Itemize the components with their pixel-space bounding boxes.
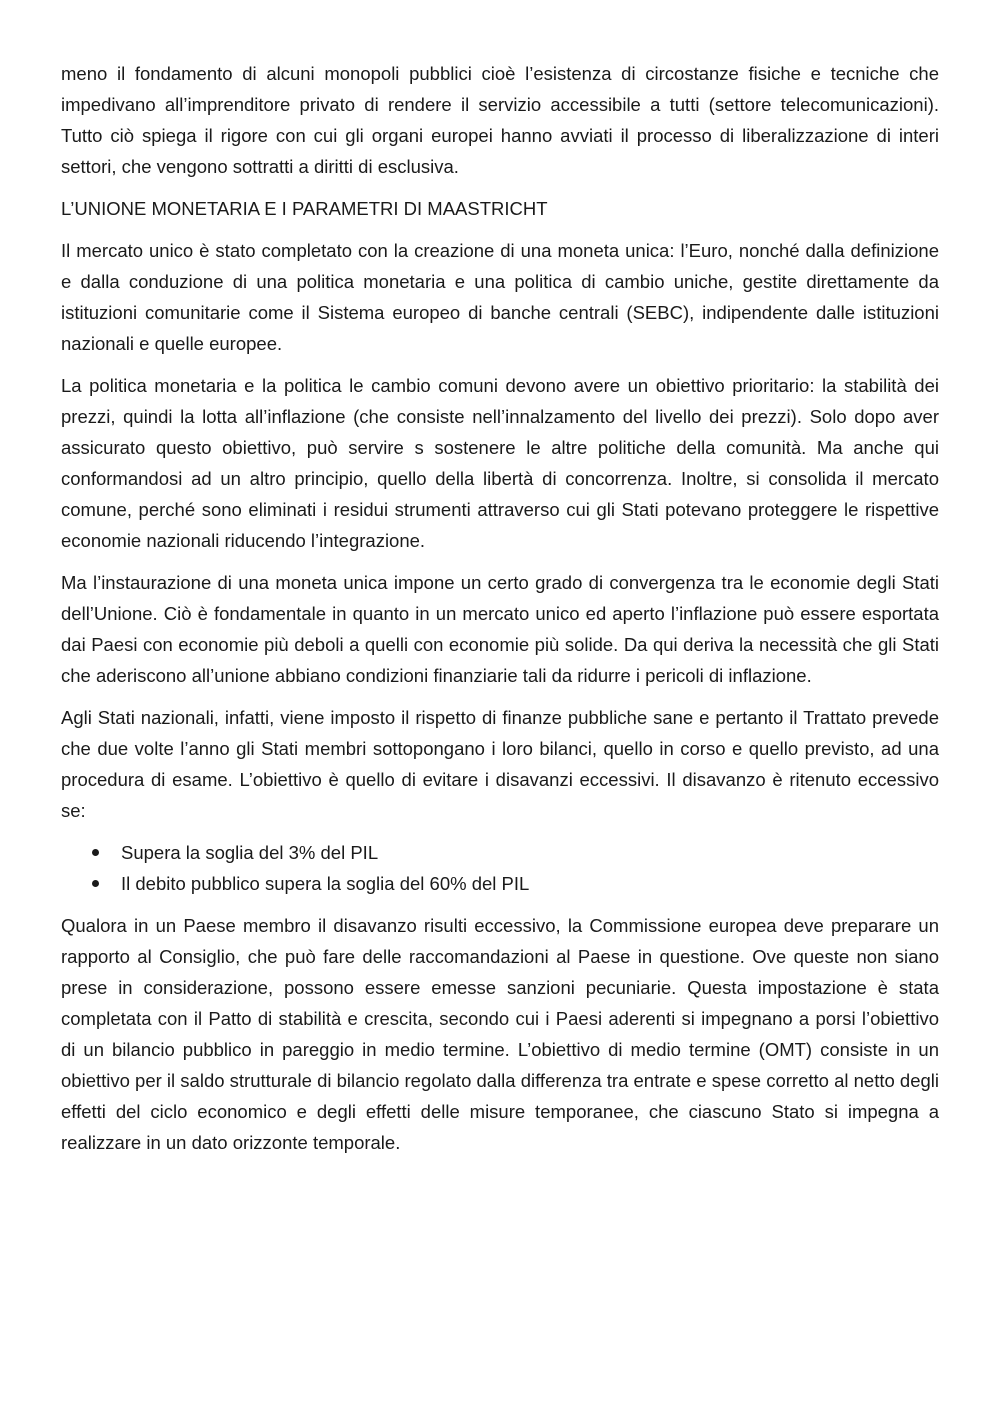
bullet-item: [61, 837, 939, 868]
paragraph-5: Qualora in un Paese membro il disavanzo risulti eccessivo, la Commissione europea deve preparare un rapporto al Consiglio, che può fare delle raccomandazioni al Paese in questione. Ove queste non siano prese in considerazione, possono essere emesse sanzioni pecuniarie. Questa impostazione è stata completata con il Patto di stabilità e crescita, secondo cui i Paesi aderenti si impegnano a porsi l’obiettivo di un bilancio pubblico in pareggio in medio termine. L’obiettivo di medio termine (OMT) consiste in un obiettivo per il saldo strutturale di bilancio regolato dalla differenza tra entrate e spese corretto al netto degli effetti del ciclo economico e degli effetti delle misure temporanee, che ciascuno Stato si impegna a realizzare in un dato orizzonte temporale.: [61, 915, 939, 1153]
bullet-text: Supera la soglia del 3% del PIL: [121, 842, 379, 863]
paragraph-3: Ma l’instaurazione di una moneta unica impone un certo grado di convergenza tra le economie degli Stati dell’Unione. Ciò è fondamentale in quanto in un mercato unico ed aperto l’inflazione può essere esportata dai Paesi con economie più deboli a quelli con economie più solide. Da qui deriva la necessità che gli Stati che aderiscono all’unione abbiano condizioni finanziarie tali da ridurre i pericoli di inflazione.: [61, 572, 939, 686]
paragraph-4: Agli Stati nazionali, infatti, viene imposto il rispetto di finanze pubbliche sane e pertanto il Trattato prevede che due volte l’anno gli Stati membri sottopongano i loro bilanci, quello in corso e quello previsto, ad una procedura di esame. L’obiettivo è quello di evitare i disavanzi eccessivi. Il disavanzo è ritenuto eccessivo se:: [61, 707, 939, 821]
bullet-item: [61, 868, 939, 899]
paragraph-2: La politica monetaria e la politica le cambio comuni devono avere un obiettivo prioritario: la stabilità dei prezzi, quindi la lotta all’inflazione (che consiste nell’innalzamento del livello dei prezzi). Solo dopo aver assicurato questo obiettivo, può servire s sostenere le altre politiche della comunità. Ma anche qui conformandosi ad un altro principio, quello della libertà di concorrenza. Inoltre, si consolida il mercato comune, perché sono eliminati i residui strumenti attraverso cui gli Stati potevano proteggere le rispettive economie nazionali riducendo l’integrazione.: [61, 375, 939, 551]
bullet-text: Il debito pubblico supera la soglia del 60% del PIL: [121, 873, 530, 894]
document-page: [61, 58, 939, 1169]
bullet-dot-icon: [92, 880, 99, 887]
section-heading: L’UNIONE MONETARIA E I PARAMETRI DI MAASTRICHT: [61, 198, 548, 219]
bullet-dot-icon: [92, 849, 99, 856]
paragraph-1: Il mercato unico è stato completato con la creazione di una moneta unica: l’Euro, nonché dalla definizione e dalla conduzione di una politica monetaria e una politica di cambio uniche, gestite direttamente da istituzioni comunitarie come il Sistema europeo di banche centrali (SEBC), indipendente dalle istituzioni nazionali e quelle europee.: [61, 240, 939, 354]
paragraph-continuation: meno il fondamento di alcuni monopoli pubblici cioè l’esistenza di circostanze fisiche e tecniche che impedivano all’imprenditore privato di rendere il servizio accessibile a tutti (settore telecomunicazioni). Tutto ciò spiega il rigore con cui gli organi europei hanno avviati il processo di liberalizzazione di interi settori, che vengono sottratti a diritti di esclusiva.: [61, 63, 939, 177]
bullet-list: [61, 837, 939, 899]
